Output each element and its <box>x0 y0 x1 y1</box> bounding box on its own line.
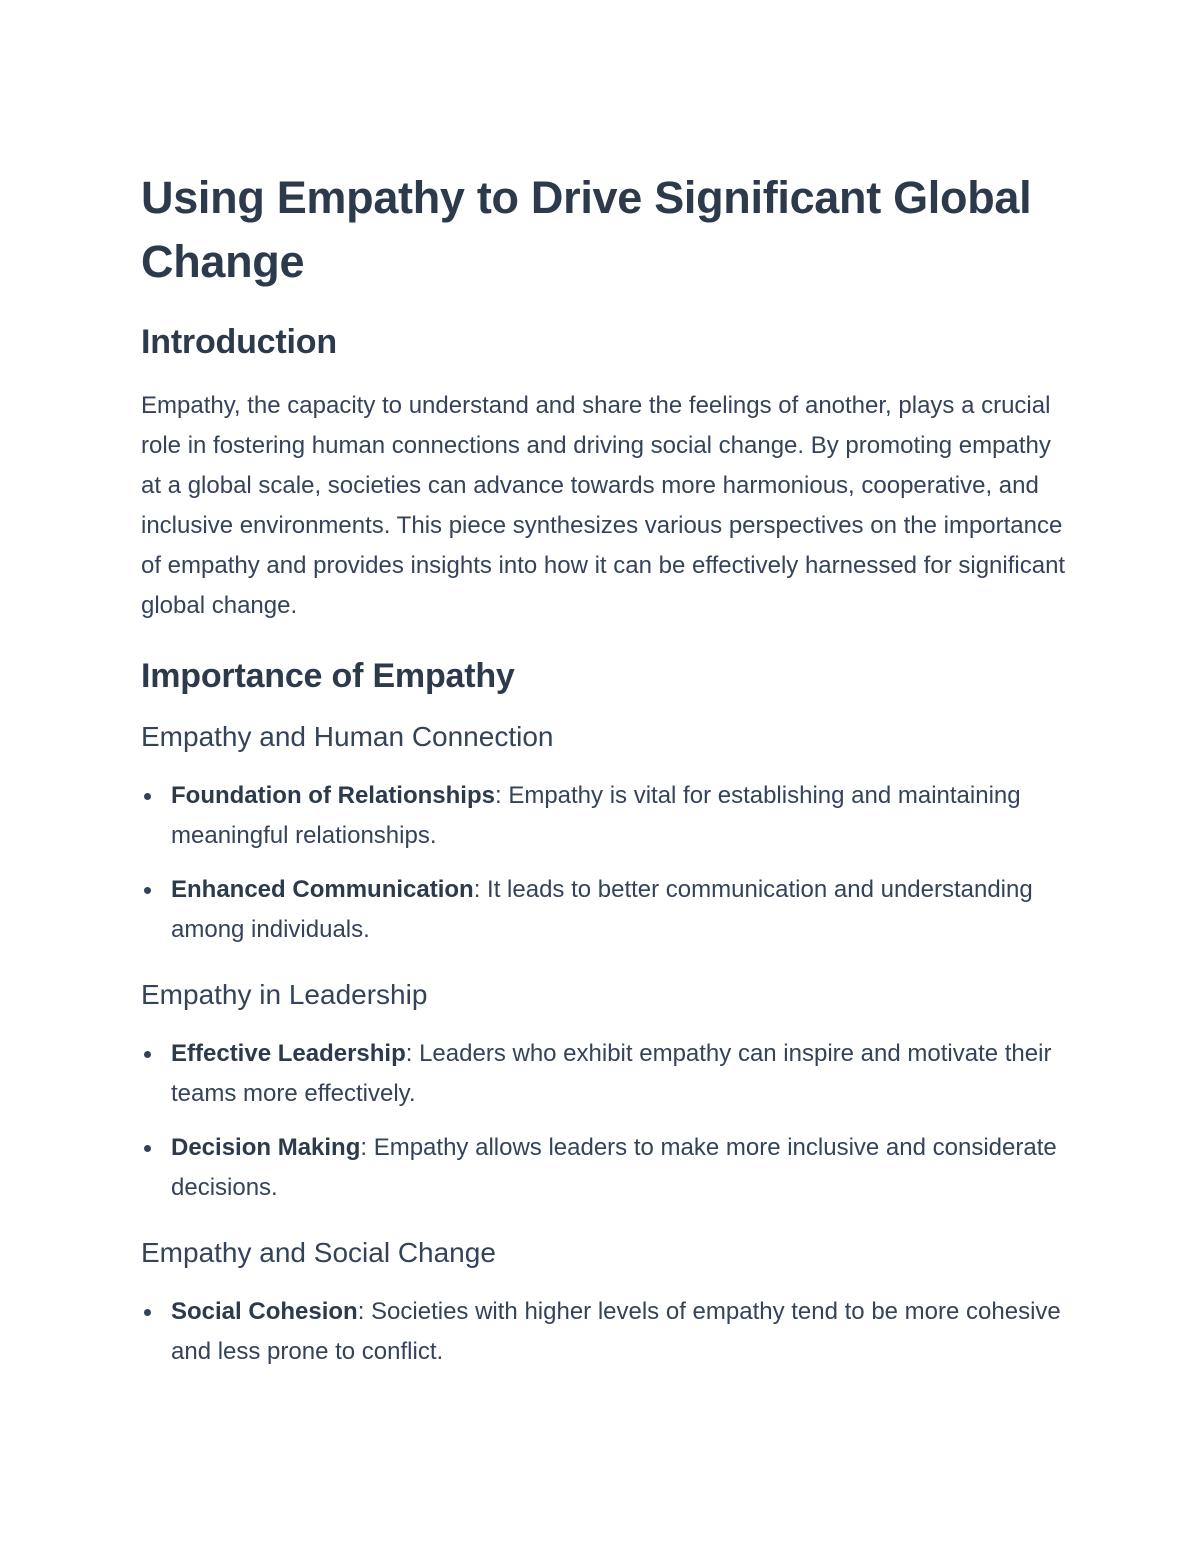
list-item <box>141 870 1071 950</box>
list-item-text: : Leaders who exhibit empathy can inspire and motivate their teams more effectively. <box>171 1040 1052 1107</box>
list-item <box>141 1034 1071 1114</box>
list-item <box>141 1292 1071 1372</box>
list-item <box>141 776 1071 856</box>
bullet-icon <box>144 793 151 800</box>
list-item-term: Foundation of Relationships <box>171 782 495 809</box>
bullet-list <box>141 776 1071 950</box>
introduction-paragraph: Empathy, the capacity to understand and share the feelings of another, plays a crucial role in fostering human connections and driving social change. By promoting empathy at a global scale, societies can advance towards more harmonious, cooperative, and inclusive environments. This piece synthesizes various perspectives on the importance of empathy and provides insights into how it can be effectively harnessed for significant global change. <box>141 392 1066 619</box>
bullet-icon <box>144 1145 151 1152</box>
list-item-term: Social Cohesion <box>171 1298 358 1325</box>
subsection-leadership <box>141 976 1071 1208</box>
list-item-text: : It leads to better communication and understanding among individuals. <box>171 876 1033 943</box>
document-title: Using Empathy to Drive Significant Global Change <box>141 172 1032 287</box>
list-item-term: Effective Leadership <box>171 1040 406 1067</box>
introduction-heading: Introduction <box>141 323 337 361</box>
bullet-icon <box>144 1309 151 1316</box>
list-item-term: Enhanced Communication <box>171 876 474 903</box>
list-item <box>141 1128 1071 1208</box>
importance-heading: Importance of Empathy <box>141 657 515 695</box>
subsection-human-connection <box>141 718 1071 950</box>
list-item-text: : Societies with higher levels of empathy tend to be more cohesive and less prone to conflict. <box>171 1298 1061 1365</box>
subsection-heading: Empathy in Leadership <box>141 979 428 1010</box>
subsection-heading: Empathy and Social Change <box>141 1237 496 1268</box>
bullet-list <box>141 1292 1071 1372</box>
subsection-heading: Empathy and Human Connection <box>141 721 554 752</box>
bullet-icon <box>144 1051 151 1058</box>
subsection-social-change <box>141 1234 1071 1372</box>
list-item-text: : Empathy is vital for establishing and maintaining meaningful relationships. <box>171 782 1021 849</box>
list-item-text: : Empathy allows leaders to make more inclusive and considerate decisions. <box>171 1134 1057 1201</box>
bullet-icon <box>144 887 151 894</box>
list-item-term: Decision Making <box>171 1134 361 1161</box>
bullet-list <box>141 1034 1071 1208</box>
document-page <box>141 166 1071 1386</box>
